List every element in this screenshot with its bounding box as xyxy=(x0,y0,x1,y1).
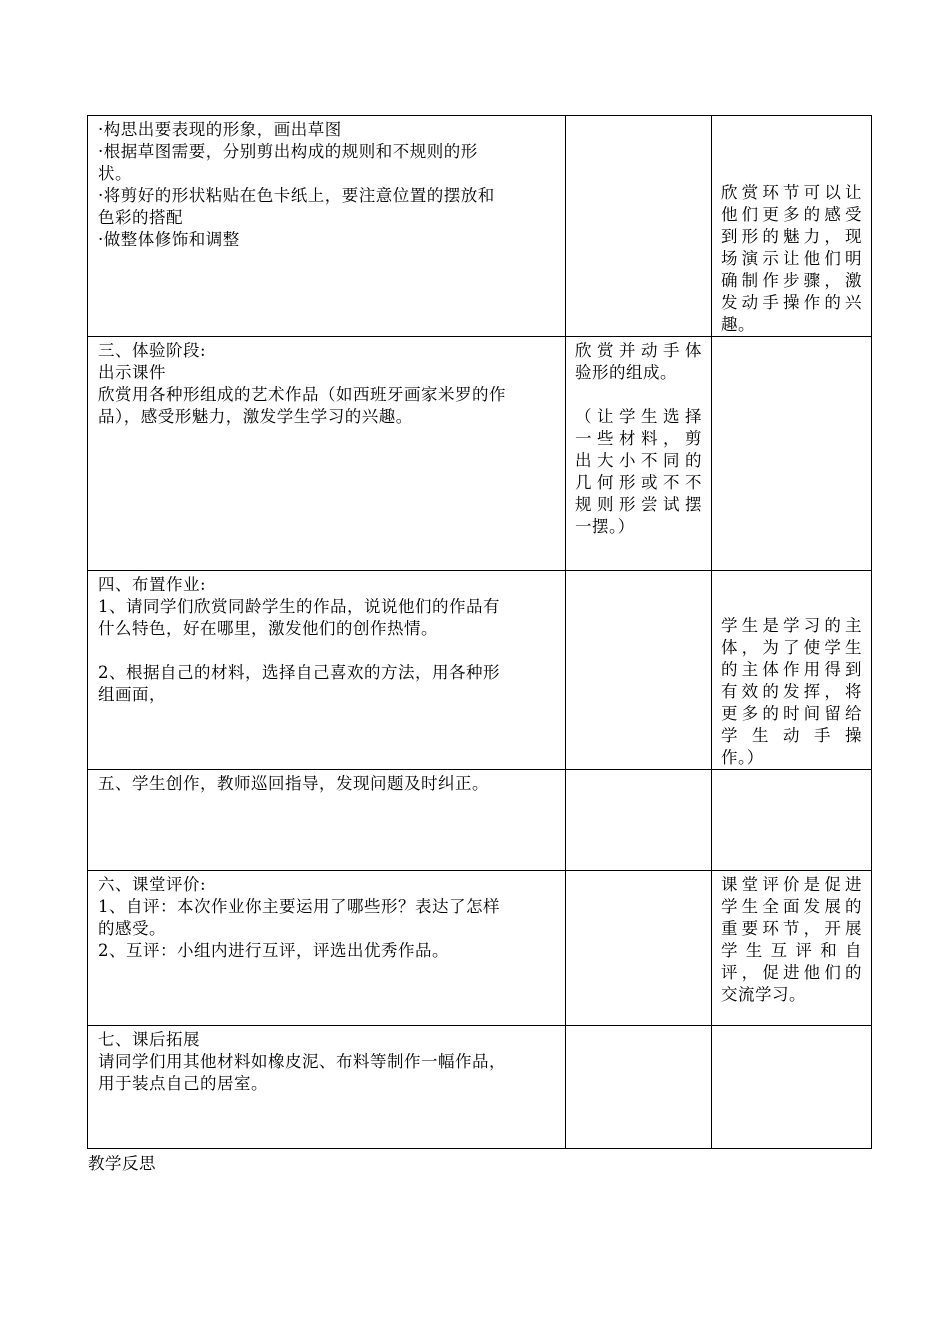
text-line: ·根据草图需要，分别剪出构成的规则和不规则的形 xyxy=(98,142,478,161)
text-line: 一些材料，剪 xyxy=(575,429,702,448)
text-line: 品），感受形魅力，激发学生学习的兴趣。 xyxy=(98,407,413,426)
table-row xyxy=(88,116,872,337)
text-line: 组画面， xyxy=(98,685,166,704)
text-line: 色彩的搭配 xyxy=(98,208,183,227)
text-line: 欣赏用各种形组成的艺术作品（如西班牙画家米罗的作 xyxy=(98,385,506,404)
text-line: 出示课件 xyxy=(98,363,166,382)
text-line: 验形的组成。 xyxy=(575,363,677,382)
design-intent-cell xyxy=(712,116,872,337)
text-line: 的主体作用得到 xyxy=(721,660,862,679)
student-activity-cell xyxy=(566,770,712,871)
text-line: 更多的时间留给 xyxy=(721,704,862,723)
text-line: 他们更多的感受 xyxy=(721,205,862,224)
text-line: 评，促进他们的 xyxy=(721,963,862,982)
text-line: 几何形或不不 xyxy=(575,473,702,492)
text-line: 欣赏环节可以让 xyxy=(721,183,862,202)
design-intent-cell xyxy=(712,1026,872,1149)
table-row xyxy=(88,770,872,871)
design-intent-cell xyxy=(712,571,872,770)
text-line: 出大小不同的 xyxy=(575,451,702,470)
text-line: ·构思出要表现的形象，画出草图 xyxy=(98,120,342,139)
section-heading: 五、学生创作，教师巡回指导，发现问题及时纠正。 xyxy=(98,774,489,793)
text-line: 状。 xyxy=(98,164,132,183)
text-line: 学生是学习的主 xyxy=(721,616,862,635)
text-line: 学生全面发展的 xyxy=(721,897,862,916)
student-activity-cell xyxy=(566,571,712,770)
table-row xyxy=(88,1026,872,1149)
design-intent-cell xyxy=(712,770,872,871)
activity-cell xyxy=(88,337,566,571)
text-line: 到形的魅力，现 xyxy=(721,227,862,246)
student-activity-cell xyxy=(566,337,712,571)
text-line: 作。） xyxy=(721,748,764,767)
text-line: 确制作步骤，激 xyxy=(721,271,862,290)
section-heading: 六、课堂评价: xyxy=(98,875,207,894)
table-row xyxy=(88,571,872,770)
activity-cell xyxy=(88,871,566,1026)
text-line: （让学生选择 xyxy=(575,407,702,426)
text-line: 场演示让他们明 xyxy=(721,249,862,268)
table-row xyxy=(88,337,872,571)
section-heading: 七、课后拓展 xyxy=(98,1030,200,1049)
table-row xyxy=(88,871,872,1026)
design-intent-cell xyxy=(712,871,872,1026)
text-line: 发动手操作的兴 xyxy=(721,293,862,312)
text-line: 的感受。 xyxy=(98,919,166,938)
text-line: 规则形尝试摆 xyxy=(575,495,702,514)
text-line: 1、自评：本次作业你主要运用了哪些形？表达了怎样 xyxy=(98,897,500,916)
text-line: 一摆。） xyxy=(575,517,635,536)
design-intent-cell xyxy=(712,337,872,571)
teaching-reflection-label: 教学反思 xyxy=(88,1154,156,1173)
section-heading: 四、布置作业: xyxy=(98,575,207,594)
activity-cell xyxy=(88,770,566,871)
activity-cell xyxy=(88,116,566,337)
text-line: 请同学们用其他材料如橡皮泥、布料等制作一幅作品， xyxy=(98,1052,506,1071)
text-line: ·做整体修饰和调整 xyxy=(98,230,240,249)
activity-cell xyxy=(88,1026,566,1149)
text-line: ·将剪好的形状粘贴在色卡纸上，要注意位置的摆放和 xyxy=(98,186,495,205)
lesson-plan-table xyxy=(87,115,872,1149)
text-line: 课堂评价是促进 xyxy=(721,875,862,894)
text-line: 用于装点自己的居室。 xyxy=(98,1074,268,1093)
text-line: 重要环节，开展 xyxy=(721,919,862,938)
text-line: 2、互评：小组内进行互评，评选出优秀作品。 xyxy=(98,941,449,960)
section-heading: 三、体验阶段: xyxy=(98,341,207,360)
activity-cell xyxy=(88,571,566,770)
text-line: 交流学习。 xyxy=(721,985,806,1004)
text-line: 学 生 动 手 操 xyxy=(721,726,862,745)
student-activity-cell xyxy=(566,116,712,337)
text-line: 有效的发挥，将 xyxy=(721,682,862,701)
student-activity-cell xyxy=(566,1026,712,1149)
text-line: 什么特色，好在哪里，激发他们的创作热情。 xyxy=(98,619,438,638)
text-line: 学生互评和自 xyxy=(721,941,862,960)
student-activity-cell xyxy=(566,871,712,1026)
text-line: 趣。 xyxy=(721,315,755,334)
blank-line xyxy=(575,384,702,406)
text-line: 2、根据自己的材料，选择自己喜欢的方法，用各种形 xyxy=(98,663,500,682)
text-line: 1、请同学们欣赏同龄学生的作品，说说他们的作品有 xyxy=(98,597,500,616)
text-line: 欣赏并动手体 xyxy=(575,341,702,360)
text-line: 体，为了使学生 xyxy=(721,638,862,657)
blank-line xyxy=(98,640,556,662)
